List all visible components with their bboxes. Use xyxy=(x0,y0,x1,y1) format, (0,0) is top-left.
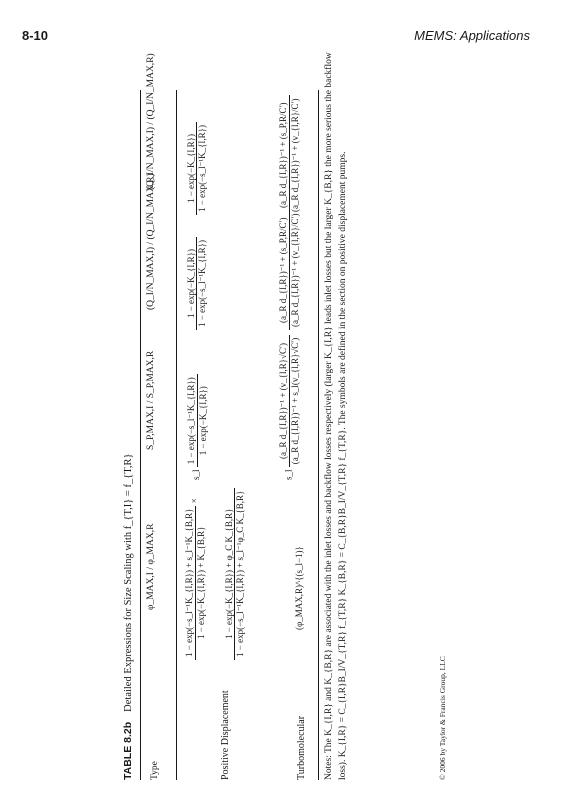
table-notes-line-2: loss). K_{I,R} = C_{I,R}B_I/V_{T,R} f_{T,R} K_{B,R} = C_{B,R}B_I/V_{T,R} f_{T,R}. The symbols are defined in the section on positive displacement pumps. xyxy=(338,151,348,780)
col-header-phi: φ_MAX,I / φ_MAX,R xyxy=(146,523,156,610)
rotated-table-region xyxy=(120,52,450,780)
row2-q-ratio-2: (a_R d_{I,R})⁻¹ + (s_P,R/C′) (a_R d_{I,R})⁻¹ + (v_{l,R}/C′) xyxy=(278,95,301,215)
row-type-positive-displacement: Positive Displacement xyxy=(220,690,231,780)
col-header-type: Type xyxy=(150,761,160,780)
row-type-turbomolecular: Turbomolecular xyxy=(296,715,307,780)
table-number: TABLE 8.2b xyxy=(122,721,134,780)
page-number: 8-10 xyxy=(22,28,49,43)
row1-phi-ratio-a: 1 − exp(−s_l⁻¹K_{I,R}) + s_l⁻¹K_{B,R} 1 − exp(−K_{I,R}) + K_{B,R} × xyxy=(184,498,206,660)
table-caption xyxy=(122,453,134,780)
copyright-notice: © 2006 by Taylor & Francis Group, LLC xyxy=(438,656,447,780)
table-title: Detailed Expressions for Size Scaling with f_{T,I} = f_{T,R} xyxy=(123,453,134,712)
col-header-q2: (Q_I/N_MAX,I) / (Q_I/N_MAX,R) xyxy=(146,53,156,190)
table-notes-line-1: Notes: The K_{I,R} and K_{B,R} are associated with the inlet losses and backflow losses respectively (larger K_{I,R} leads inlet losses but the larger K_{B,R} the more serious the backflow xyxy=(324,52,334,780)
row1-phi-ratio-b: 1 − exp(−K_{I,R}) + φ_C K_{B,R} 1 − exp(−s_l⁻¹K_{I,R}) + s_l⁻¹φ_C K_{B,R} xyxy=(224,488,246,660)
row1-sp-ratio: s_l 1 − exp(−s_l⁻¹K_{I,R}) 1 − exp(−K_{I,R}) xyxy=(186,374,208,480)
bottom-rule xyxy=(318,90,319,780)
row1-q-ratio-2: 1 − exp(−K_{I,R}) 1 − exp(−s_l⁻¹K_{I,R}) xyxy=(186,122,208,215)
col-header-sp: S_P,MAX,I / S_P,MAX,R xyxy=(146,350,156,450)
running-title: MEMS: Applications xyxy=(414,28,530,43)
row2-q-ratio-1: (a_R d_{I,R})⁻¹ + (s_P,R/C′) (a_R d_{I,R})⁻¹ + (v_{l,R}/C′) xyxy=(278,210,301,330)
row1-q-ratio-1: 1 − exp(−K_{I,R}) 1 − exp(−s_l⁻¹K_{I,R}) xyxy=(186,237,208,330)
row2-phi-ratio: (φ_MAX,R)^{(s_l−1)} xyxy=(294,546,304,630)
header-rule xyxy=(176,90,177,780)
row2-sp-ratio: s_l (a_R d_{I,R})⁻¹ + (v_{l,R}√C′) (a_R d_{I,R})⁻¹ + s_l(v_{l,R}√C′) xyxy=(278,335,301,480)
top-rule xyxy=(140,90,141,780)
col-header-q1: (Q_I/N_MAX,I) / (Q_I/N_MAX,R) xyxy=(146,173,156,310)
